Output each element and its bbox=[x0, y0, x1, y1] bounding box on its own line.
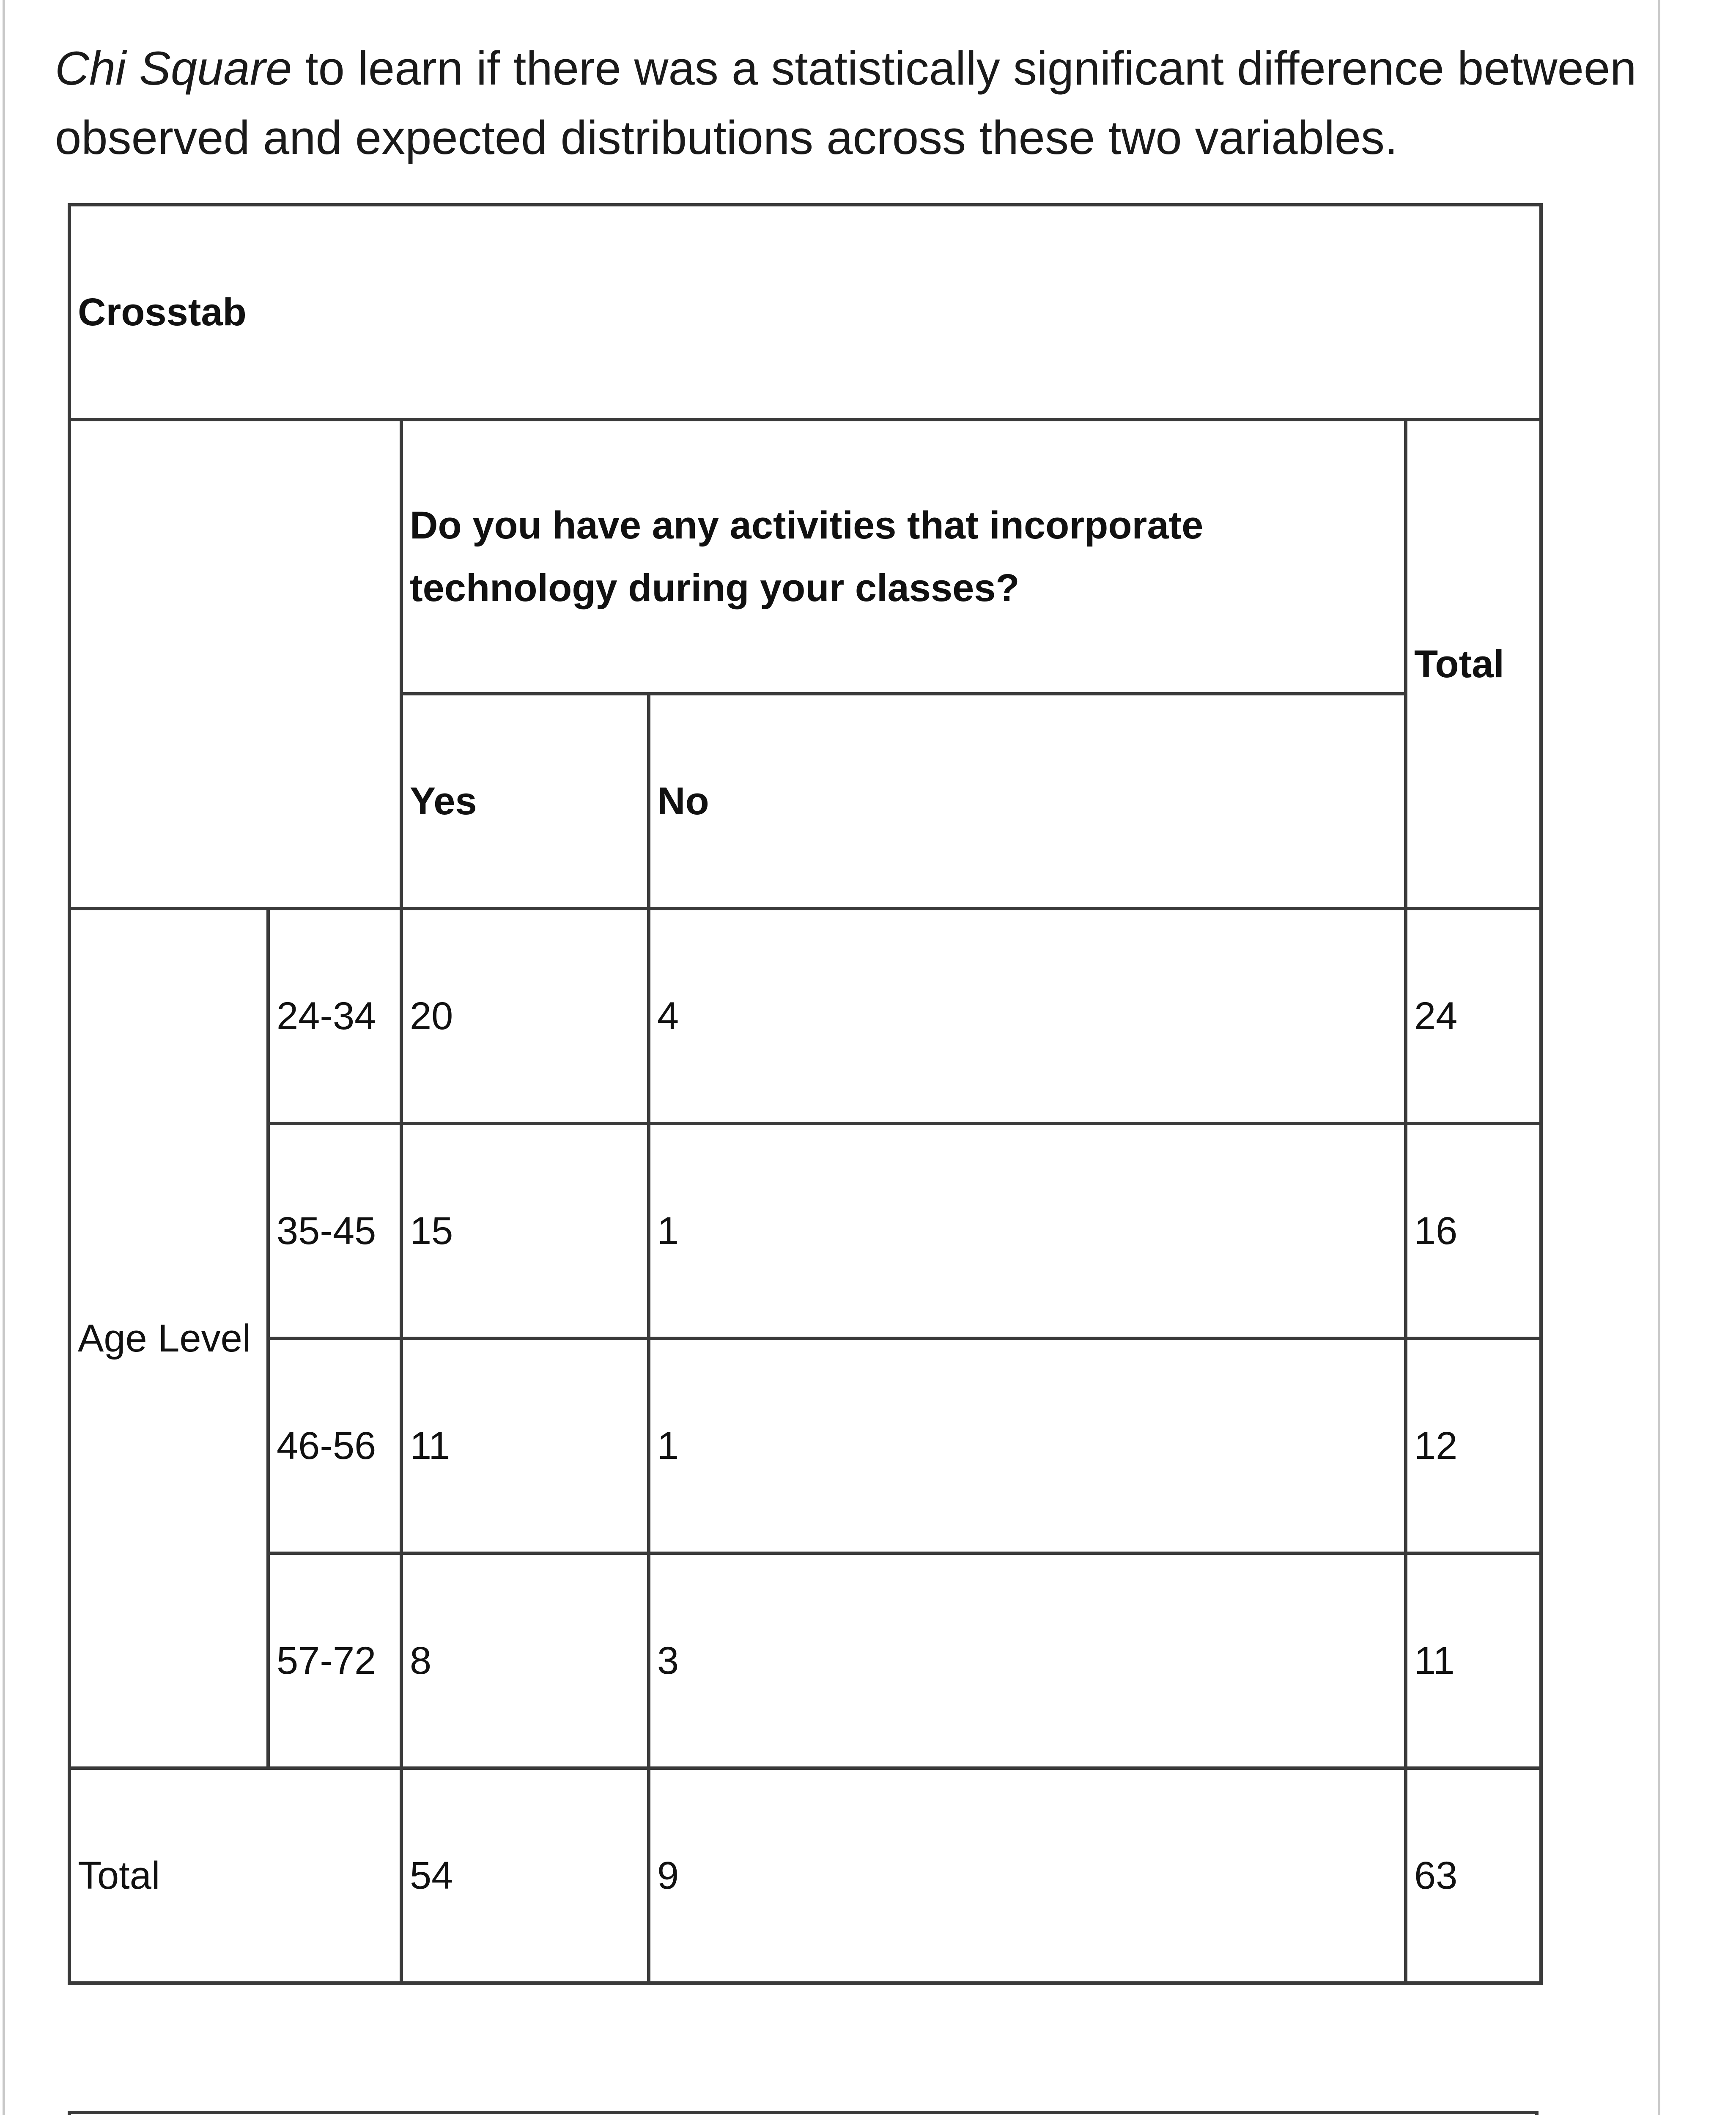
crosstab-table bbox=[68, 203, 1543, 1985]
left-border-rule bbox=[3, 0, 5, 2115]
table-row bbox=[69, 1338, 1541, 1553]
row-group-label: Age Level bbox=[69, 909, 268, 1768]
total-no-cell: 9 bbox=[649, 1768, 1406, 1983]
no-cell: 4 bbox=[649, 909, 1406, 1123]
table-row bbox=[69, 909, 1541, 1123]
chi-square-table bbox=[68, 2111, 1539, 2115]
table-row bbox=[69, 1123, 1541, 1338]
total-yes-cell: 54 bbox=[401, 1768, 649, 1983]
chi-square-title bbox=[69, 2112, 1537, 2115]
total-cell: 12 bbox=[1406, 1338, 1541, 1553]
age-cell: 46-56 bbox=[268, 1338, 401, 1553]
crosstab-total-header: Total bbox=[1406, 420, 1541, 909]
total-cell: 11 bbox=[1406, 1553, 1541, 1768]
total-cell: 16 bbox=[1406, 1123, 1541, 1338]
intro-italic-term: Chi Square bbox=[55, 42, 292, 95]
total-row-label: Total bbox=[69, 1768, 401, 1983]
crosstab-col-yes: Yes bbox=[401, 694, 649, 909]
yes-cell: 15 bbox=[401, 1123, 649, 1338]
age-cell: 24-34 bbox=[268, 909, 401, 1123]
yes-cell: 11 bbox=[401, 1338, 649, 1553]
table-row bbox=[69, 1553, 1541, 1768]
crosstab-col-no: No bbox=[649, 694, 1406, 909]
age-cell: 57-72 bbox=[268, 1553, 401, 1768]
crosstab-corner-cell bbox=[69, 420, 401, 909]
yes-cell: 20 bbox=[401, 909, 649, 1123]
crosstab-question-header: Do you have any activities that incorporate technology during your classes? bbox=[401, 420, 1406, 694]
age-cell: 35-45 bbox=[268, 1123, 401, 1338]
total-row bbox=[69, 1768, 1541, 1983]
crosstab-title: Crosstab bbox=[69, 205, 1541, 420]
total-cell: 24 bbox=[1406, 909, 1541, 1123]
grand-total-cell: 63 bbox=[1406, 1768, 1541, 1983]
intro-text: to learn if there was a statistically significant difference between observed and expected distributions across these two variables. bbox=[55, 42, 1637, 164]
intro-paragraph bbox=[55, 34, 1670, 173]
no-cell: 1 bbox=[649, 1123, 1406, 1338]
no-cell: 1 bbox=[649, 1338, 1406, 1553]
no-cell: 3 bbox=[649, 1553, 1406, 1768]
yes-cell: 8 bbox=[401, 1553, 649, 1768]
right-border-rule bbox=[1658, 0, 1660, 2115]
